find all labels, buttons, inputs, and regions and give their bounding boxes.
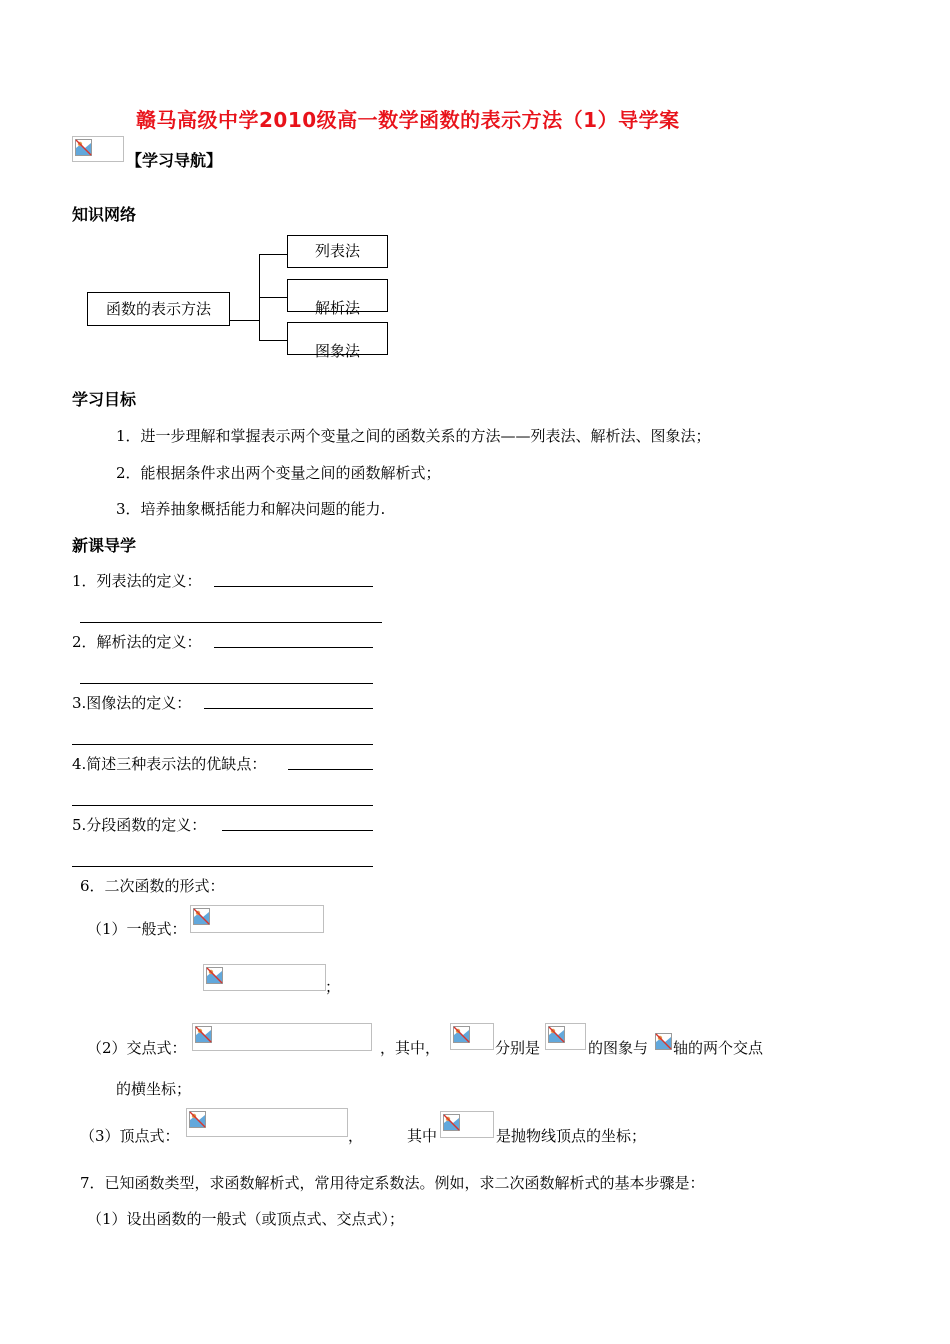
formula-image [450,1023,494,1050]
answer-blank[interactable] [72,866,373,867]
answer-blank[interactable] [214,647,373,648]
diagram-connector [230,320,260,321]
question-4: 4.简述三种表示法的优缺点： [72,755,267,773]
diagram-branch-box: 列表法 [287,235,388,268]
question-5: 5.分段函数的定义： [72,816,207,834]
text-fragment: 是抛物线顶点的坐标； [496,1127,647,1145]
text-fragment: ，其中， [380,1039,441,1057]
goal-item: 2．能根据条件求出两个变量之间的函数解析式； [116,464,441,482]
answer-blank[interactable] [214,586,373,587]
question-6: 6．二次函数的形式： [80,877,225,895]
broken-image-icon [548,1026,565,1043]
diagram-connector [259,340,287,341]
diagram-connector [259,254,287,255]
answer-blank[interactable] [72,744,373,745]
goal-item: 3．培养抽象概括能力和解决问题的能力. [116,500,386,518]
text-fragment: 的横坐标； [116,1080,192,1098]
nav-heading: 【学习导航】 [126,151,223,170]
broken-image-icon [655,1033,672,1050]
diagram-branch-box: 解析法 [287,279,388,312]
text-fragment: 其中 [407,1127,438,1145]
punctuation: ， [348,1127,364,1145]
answer-blank[interactable] [72,805,373,806]
intercept-form-label: （2）交点式： [87,1039,187,1057]
question-7: 7．已知函数类型，求函数解析式，常用待定系数法。例如，求二次函数解析式的基本步骤是： [80,1174,705,1192]
broken-image-icon [195,1026,212,1043]
diagram-branch-box: 图象法 [287,322,388,355]
newlesson-heading: 新课导学 [72,536,137,555]
general-form-label: （1）一般式： [87,920,187,938]
formula-image [186,1108,348,1137]
broken-image-icon [206,967,223,984]
text-fragment: 轴的两个交点 [673,1039,764,1057]
broken-image-placeholder [72,136,124,162]
vertex-form-label: （3）顶点式： [80,1127,180,1145]
broken-image-icon [443,1114,460,1131]
formula-image [545,1023,586,1050]
text-fragment: 分别是 [495,1039,541,1057]
knowledge-heading: 知识网络 [72,205,137,224]
answer-blank[interactable] [204,708,373,709]
broken-image-icon [75,139,92,156]
answer-blank[interactable] [222,830,373,831]
formula-image [192,1023,372,1051]
answer-blank[interactable] [80,683,373,684]
formula-image [655,1033,673,1053]
question-1: 1．列表法的定义： [72,572,202,590]
question-7-step-1: （1）设出函数的一般式（或顶点式、交点式）； [87,1210,405,1228]
answer-blank[interactable] [288,769,373,770]
diagram-connector [259,297,287,298]
punctuation: ； [325,978,341,996]
broken-image-icon [193,908,210,925]
answer-blank[interactable] [80,622,382,623]
goals-heading: 学习目标 [72,390,137,409]
goal-item: 1．进一步理解和掌握表示两个变量之间的函数关系的方法——列表法、解析法、图象法； [116,427,711,445]
formula-image [440,1111,494,1138]
diagram-root-box: 函数的表示方法 [87,292,230,326]
question-3: 3.图像法的定义： [72,694,192,712]
page-title: 赣马高级中学2010级高一数学函数的表示方法（1）导学案 [136,108,680,132]
question-2: 2．解析法的定义： [72,633,202,651]
broken-image-icon [189,1111,206,1128]
formula-image [190,905,324,933]
text-fragment: 的图象与 [588,1039,649,1057]
formula-image [203,964,326,991]
broken-image-icon [453,1026,470,1043]
